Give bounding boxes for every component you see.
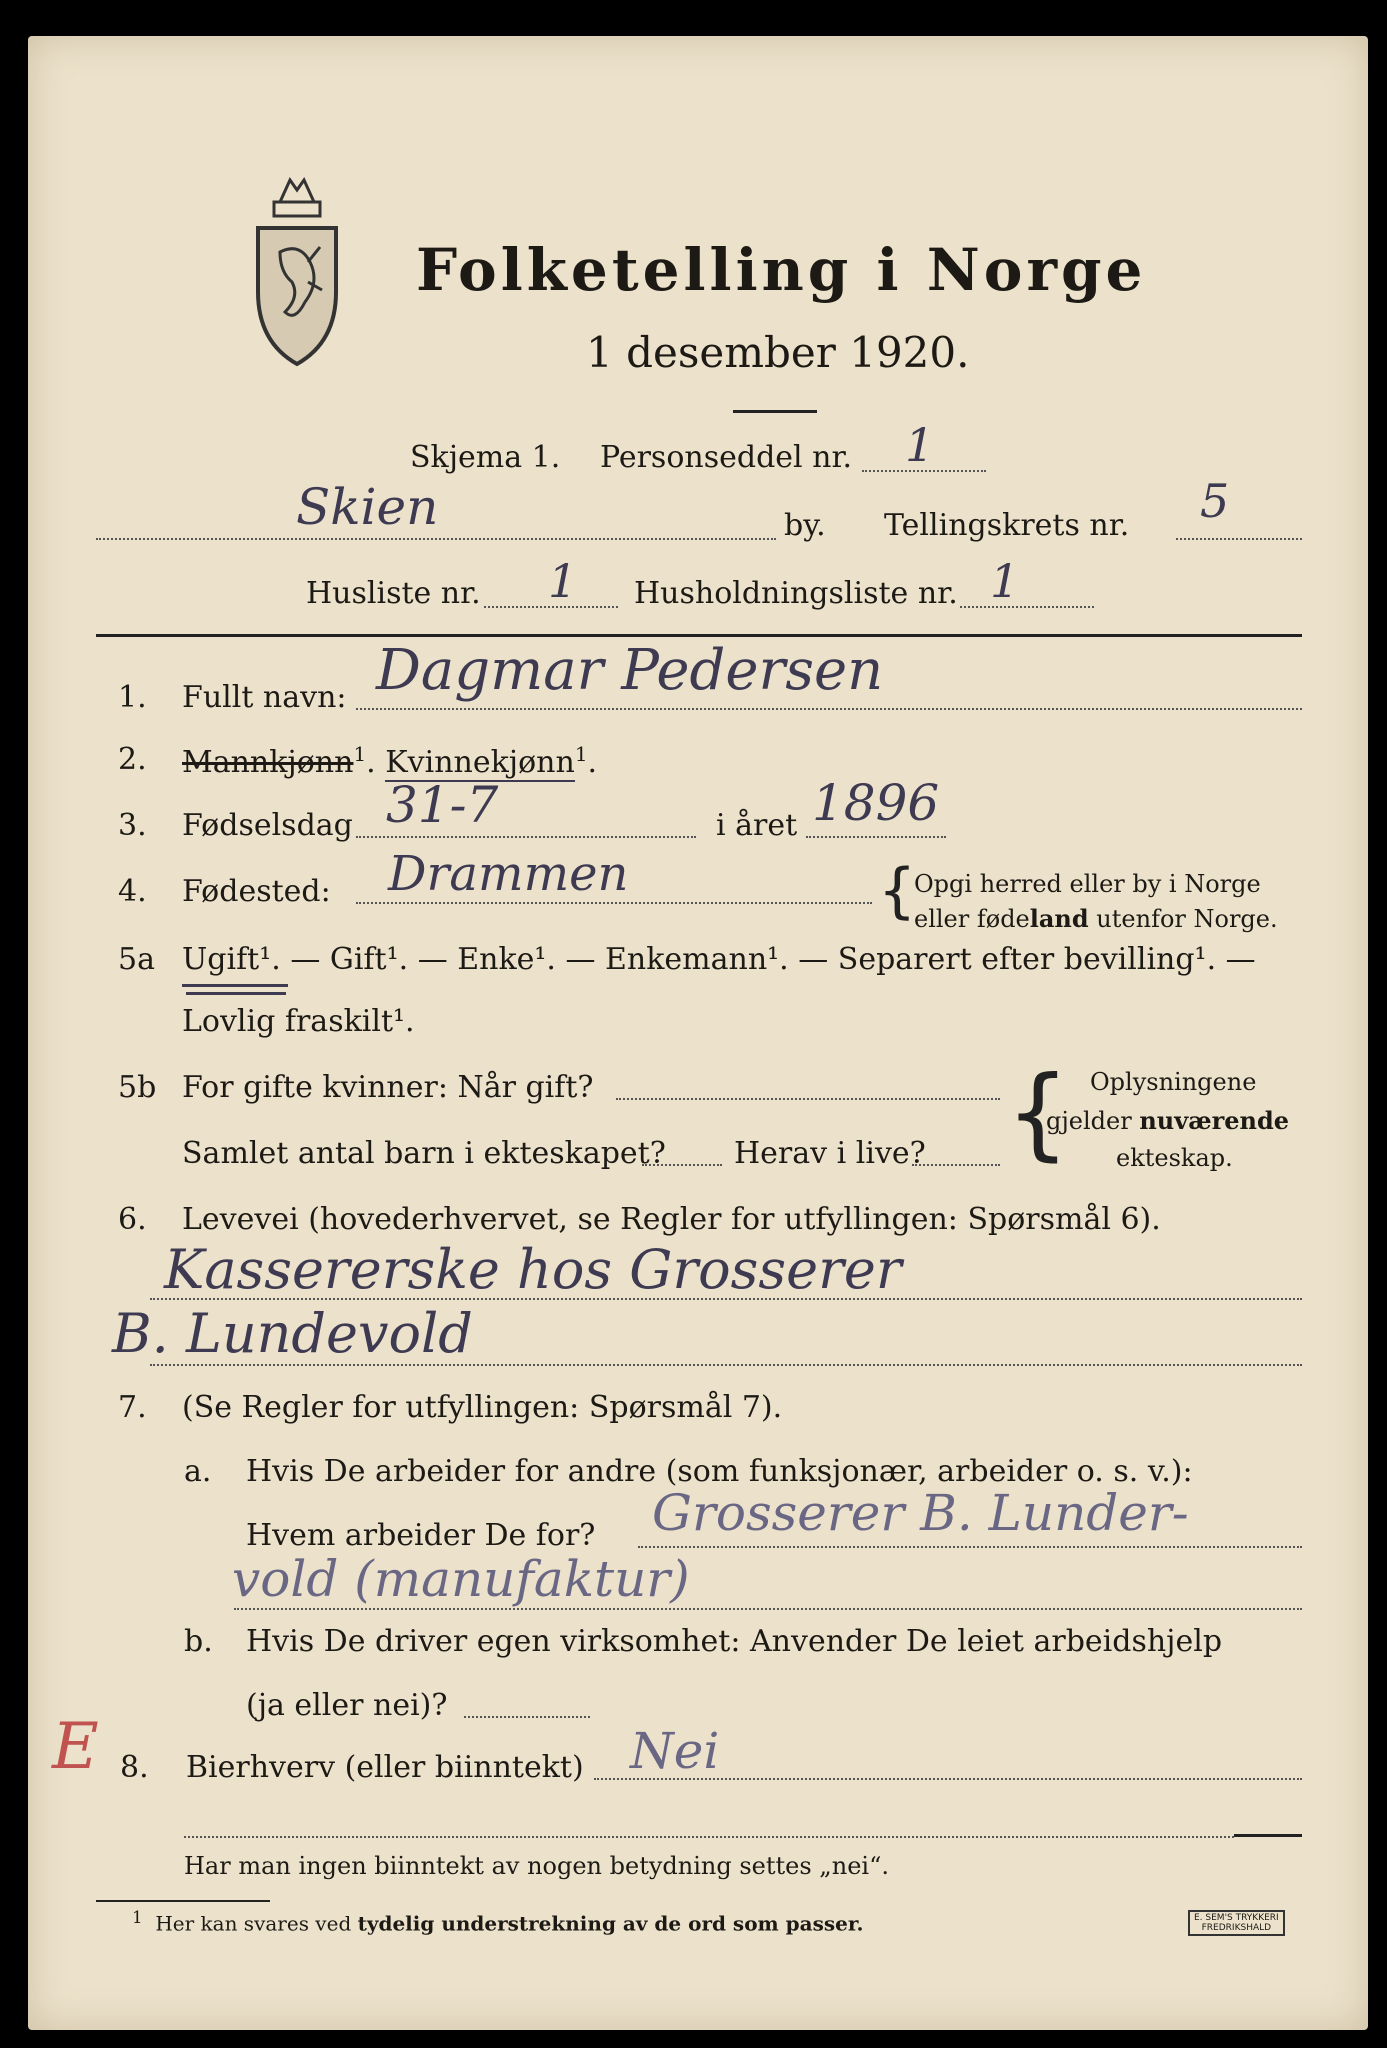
q3-birthday-value: 31-7 bbox=[386, 776, 499, 834]
q5b-children-label: Samlet antal barn i ekteskapet? bbox=[182, 1136, 666, 1171]
q3-label: Fødselsdag bbox=[182, 808, 353, 843]
q8-number: 8. bbox=[120, 1750, 149, 1785]
q5b-number: 5b bbox=[118, 1070, 157, 1105]
q4-note-line2-bold: land bbox=[1029, 904, 1089, 933]
q5b-note-line3: ekteskap. bbox=[1116, 1144, 1233, 1172]
q5b-note-line2 bbox=[1046, 1106, 1289, 1135]
norway-coat-of-arms-icon bbox=[250, 172, 344, 368]
q8-extra-line-end bbox=[1234, 1834, 1302, 1837]
q3-year-dotted-line bbox=[806, 836, 946, 838]
q4-note-line2-post: utenfor Norge. bbox=[1088, 905, 1278, 933]
q1-number: 1. bbox=[118, 680, 147, 715]
footnote-divider bbox=[96, 1900, 270, 1902]
schema-label: Skjema 1. bbox=[410, 440, 561, 475]
census-date: 1 desember 1920. bbox=[586, 328, 970, 377]
q4-note-line1: Opgi herred eller by i Norge bbox=[914, 870, 1261, 898]
printer-line2: FREDRIKSHALD bbox=[1201, 1923, 1272, 1933]
q2-female-option: Kvinnekjønn bbox=[385, 745, 575, 780]
q3-number: 3. bbox=[118, 808, 147, 843]
q5a-marital-options: Ugift¹. — Gift¹. — Enke¹. — Enkemann¹. — Separert efter bevilling¹. — bbox=[182, 942, 1256, 977]
city-value: Skien bbox=[296, 478, 439, 536]
q7a-line1: Hvis De arbeider for andre (som funksjonær, arbeider o. s. v.): bbox=[246, 1454, 1193, 1489]
q5b-gift-dotted-line bbox=[616, 1098, 1000, 1100]
footnote bbox=[132, 1908, 864, 1936]
tellingskrets-dotted-line bbox=[1176, 538, 1302, 540]
q6-occupation-value-line1: Kassererske hos Grosserer bbox=[164, 1238, 902, 1301]
q4-birthplace-value: Drammen bbox=[388, 846, 629, 902]
q7a-employer-value-line2: vold (manufaktur) bbox=[232, 1550, 690, 1608]
footnote-text-bold: tydelig understrekning av de ord som passer. bbox=[357, 1911, 864, 1936]
q4-dotted-line bbox=[356, 902, 872, 904]
personseddel-label: Personseddel nr. bbox=[600, 440, 853, 475]
tellingskrets-value: 5 bbox=[1200, 474, 1230, 528]
q6-label: Levevei (hovederhvervet, se Regler for utfyllingen: Spørsmål 6). bbox=[182, 1202, 1161, 1237]
q5b-alive-label: Herav i live? bbox=[734, 1136, 926, 1171]
q2-male-option: Mannkjønn bbox=[182, 745, 354, 780]
husliste-label: Husliste nr. bbox=[306, 576, 481, 611]
q5a-marital-options-line2: Lovlig fraskilt¹. bbox=[182, 1004, 415, 1039]
printer-mark bbox=[1188, 1910, 1285, 1936]
q5b-alive-dotted-line bbox=[912, 1164, 1000, 1166]
q7a-dotted-line-2 bbox=[234, 1608, 1302, 1610]
q2-separator: . bbox=[366, 745, 376, 780]
q7-number: 7. bbox=[118, 1390, 147, 1425]
q7b-dotted-line bbox=[464, 1716, 590, 1718]
q4-label: Fødested: bbox=[182, 874, 331, 909]
q4-note-brace: { bbox=[878, 856, 917, 926]
q3-day-dotted-line bbox=[356, 836, 696, 838]
q1-label: Fullt navn: bbox=[182, 680, 347, 715]
q7b-line1: Hvis De driver egen virksomhet: Anvender De leiet arbeidshjelp bbox=[246, 1624, 1223, 1659]
title-divider bbox=[733, 410, 817, 413]
q6-occupation-value-line2: B. Lundevold bbox=[112, 1302, 473, 1365]
q7a-letter: a. bbox=[184, 1454, 212, 1489]
form-title: Folketelling i Norge bbox=[416, 236, 1147, 304]
q5a-ugift-underline-2 bbox=[186, 992, 286, 995]
q5b-line1: For gifte kvinner: Når gift? bbox=[182, 1070, 594, 1105]
q4-note-line2 bbox=[914, 904, 1278, 933]
red-margin-mark: E bbox=[52, 1710, 99, 1784]
q3-year-label: i året bbox=[716, 808, 798, 843]
q5a-number: 5a bbox=[118, 942, 155, 977]
q5a-ugift-underline bbox=[182, 984, 288, 987]
q2-male-footnote-mark: 1 bbox=[353, 742, 367, 766]
husholdning-value: 1 bbox=[990, 554, 1020, 608]
footnote-text-pre: Her kan svares ved bbox=[155, 1911, 358, 1936]
q2-gender-row bbox=[182, 742, 597, 780]
q5b-note-line2-pre: gjelder bbox=[1046, 1107, 1140, 1135]
printer-line1: E. SEM'S TRYKKERI bbox=[1194, 1913, 1279, 1923]
q5b-note-line1: Oplysningene bbox=[1090, 1068, 1257, 1096]
husliste-value: 1 bbox=[548, 554, 578, 608]
q2-number: 2. bbox=[118, 742, 147, 777]
q7b-letter: b. bbox=[184, 1624, 213, 1659]
by-label: by. bbox=[784, 508, 826, 543]
q5b-children-dotted-line bbox=[642, 1164, 722, 1166]
personseddel-value: 1 bbox=[905, 418, 935, 472]
header-rule bbox=[96, 634, 1302, 637]
q7b-line2: (ja eller nei)? bbox=[246, 1688, 448, 1723]
tellingskrets-label: Tellingskrets nr. bbox=[884, 508, 1130, 543]
q8-side-income-value: Nei bbox=[630, 1722, 720, 1780]
q1-dotted-line bbox=[356, 708, 1302, 710]
q6-number: 6. bbox=[118, 1202, 147, 1237]
q4-note-line2-pre: eller føde bbox=[914, 905, 1030, 933]
city-dotted-line bbox=[96, 538, 776, 540]
q2-female-footnote-mark: 1 bbox=[574, 742, 588, 766]
q8-extra-dotted-line bbox=[184, 1836, 1234, 1838]
q7a-dotted-line-1 bbox=[638, 1546, 1302, 1548]
q3-birth-year-value: 1896 bbox=[812, 774, 940, 832]
q8-label: Bierhverv (eller biinntekt) bbox=[186, 1750, 584, 1785]
q2-end-period: . bbox=[587, 745, 598, 780]
footnote-mark: 1 bbox=[132, 1908, 143, 1927]
husholdning-dotted-line bbox=[960, 606, 1094, 608]
no-income-note: Har man ingen biinntekt av nogen betydning settes „nei“. bbox=[184, 1852, 889, 1880]
q5b-note-line2-bold: nuværende bbox=[1139, 1106, 1290, 1135]
husholdning-label: Husholdningsliste nr. bbox=[634, 576, 958, 611]
q7a-employer-value-line1: Grosserer B. Lunder- bbox=[652, 1484, 1189, 1542]
q7-label: (Se Regler for utfyllingen: Spørsmål 7). bbox=[182, 1390, 783, 1425]
q7a-employer-label: Hvem arbeider De for? bbox=[246, 1518, 596, 1553]
q1-full-name-value: Dagmar Pedersen bbox=[376, 638, 884, 703]
q5b-note-brace: { bbox=[1006, 1054, 1070, 1171]
q4-number: 4. bbox=[118, 874, 147, 909]
